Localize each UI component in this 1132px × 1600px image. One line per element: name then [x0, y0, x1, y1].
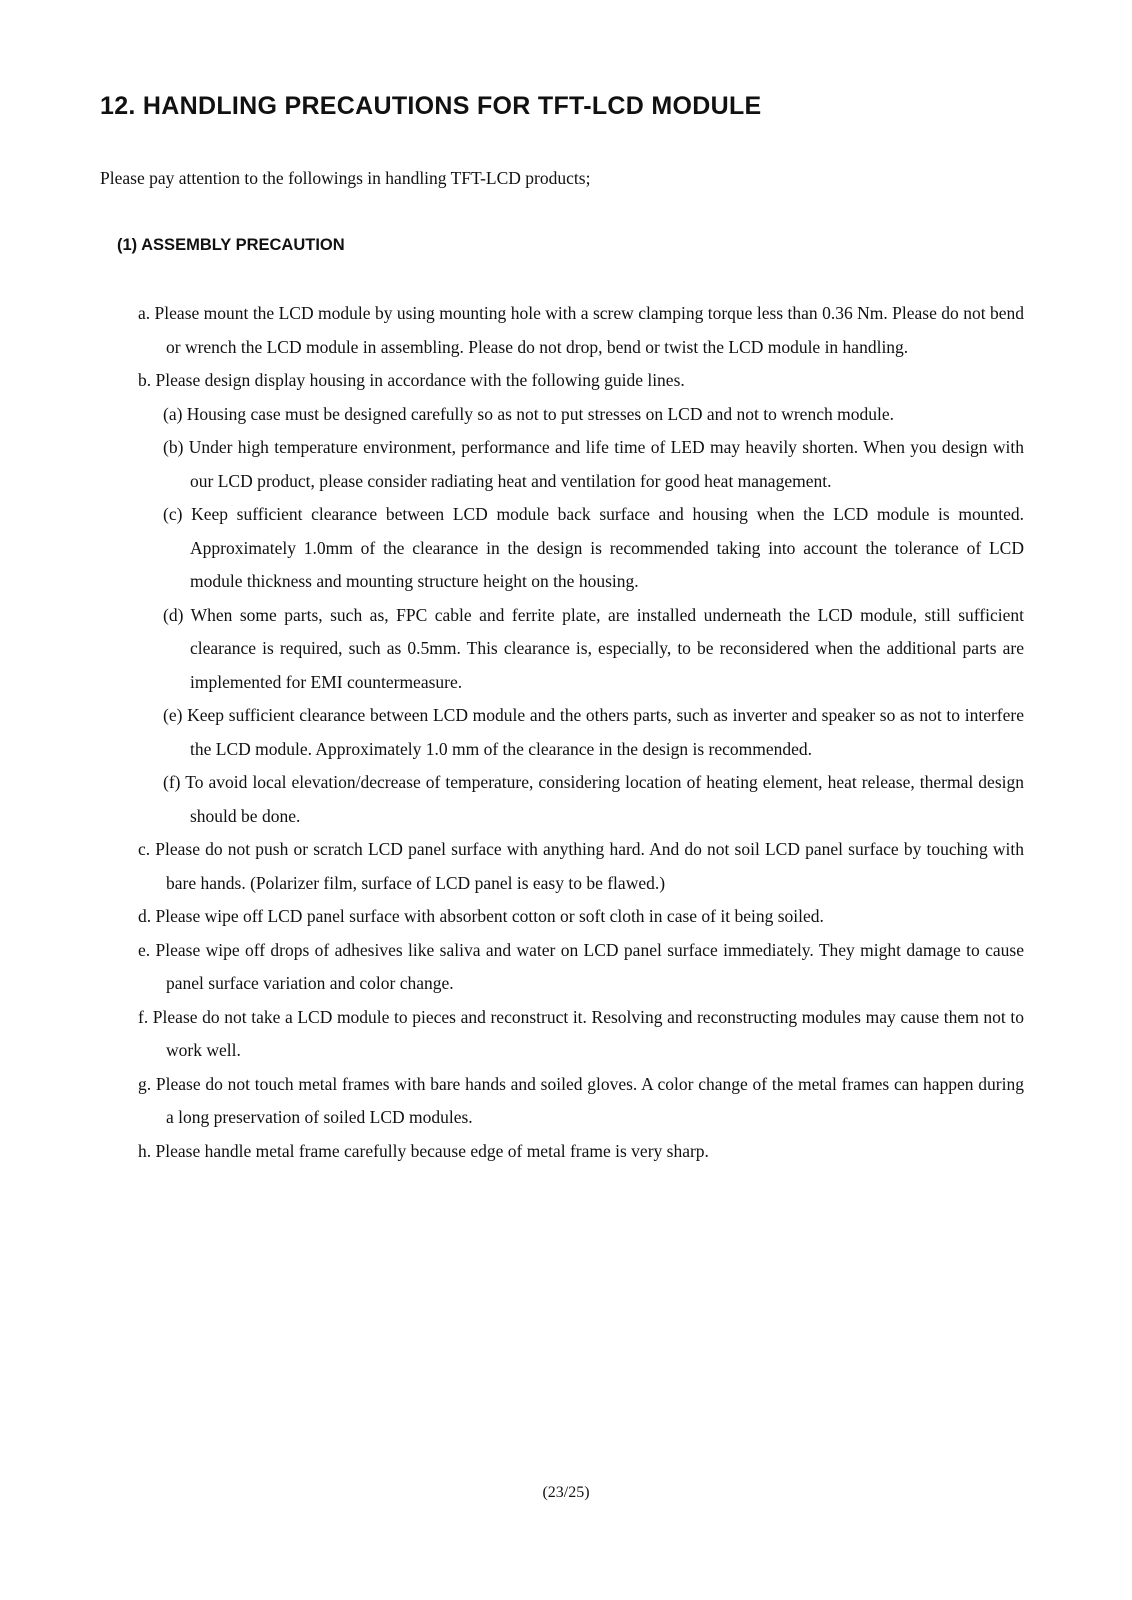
- list-item: h. Please handle metal frame carefully because edge of metal frame is very sharp.: [138, 1140, 709, 1161]
- page-title: 12. HANDLING PRECAUTIONS FOR TFT-LCD MODULE: [100, 92, 762, 120]
- list-item: b. Please design display housing in accordance with the following guide lines.: [138, 370, 685, 390]
- sub-list-item: (e) Keep sufficient clearance between LCD module and the others parts, such as inverter and speaker so as not to interfere the LCD module. Approximately 1.0 mm of the clearance in the design is recommended.: [163, 705, 1024, 759]
- sub-list-item: (c) Keep sufficient clearance between LCD module back surface and housing when the LCD module is mounted. Approximately 1.0mm of the clearance in the design is recommended taking into account the tolerance of LCD module thickness and mounting structure height on the housing.: [163, 504, 1024, 591]
- precaution-list: [100, 297, 1024, 1168]
- sub-list-item: (b) Under high temperature environment, performance and life time of LED may heavily shorten. When you design with our LCD product, please consider radiating heat and ventilation for good heat management.: [163, 437, 1024, 491]
- sub-list-item: (a) Housing case must be designed carefully so as not to put stresses on LCD and not to wrench module.: [163, 403, 894, 424]
- list-item: d. Please wipe off LCD panel surface with absorbent cotton or soft cloth in case of it being soiled.: [138, 906, 824, 926]
- sub-list-item: (f) To avoid local elevation/decrease of temperature, considering location of heating element, heat release, thermal design should be done.: [163, 772, 1024, 826]
- list-item: e. Please wipe off drops of adhesives like saliva and water on LCD panel surface immediately. They might damage to cause panel surface variation and color change.: [138, 939, 1024, 993]
- sub-list-item: (d) When some parts, such as, FPC cable and ferrite plate, are installed underneath the LCD module, still sufficient clearance is required, such as 0.5mm. This clearance is, especially, to be reconsidered when the additional parts are implemented for EMI countermeasure.: [163, 604, 1024, 692]
- section-heading: (1) ASSEMBLY PRECAUTION: [117, 236, 345, 254]
- intro-text: Please pay attention to the followings in handling TFT-LCD products;: [100, 168, 591, 188]
- list-item: c. Please do not push or scratch LCD panel surface with anything hard. And do not soil LCD panel surface by touching with bare hands. (Polarizer film, surface of LCD panel is easy to be flawed.): [138, 839, 1024, 893]
- list-item: f. Please do not take a LCD module to pieces and reconstruct it. Resolving and reconstructing modules may cause them not to work well.: [138, 1006, 1024, 1060]
- page-number: (23/25): [542, 1484, 590, 1501]
- list-item: g. Please do not touch metal frames with bare hands and soiled gloves. A color change of the metal frames can happen during a long preservation of soiled LCD modules.: [138, 1073, 1024, 1127]
- list-item: a. Please mount the LCD module by using mounting hole with a screw clamping torque less than 0.36 Nm. Please do not bend or wrench the LCD module in assembling. Please do not drop, bend or twist the LCD module in handling.: [138, 303, 1024, 357]
